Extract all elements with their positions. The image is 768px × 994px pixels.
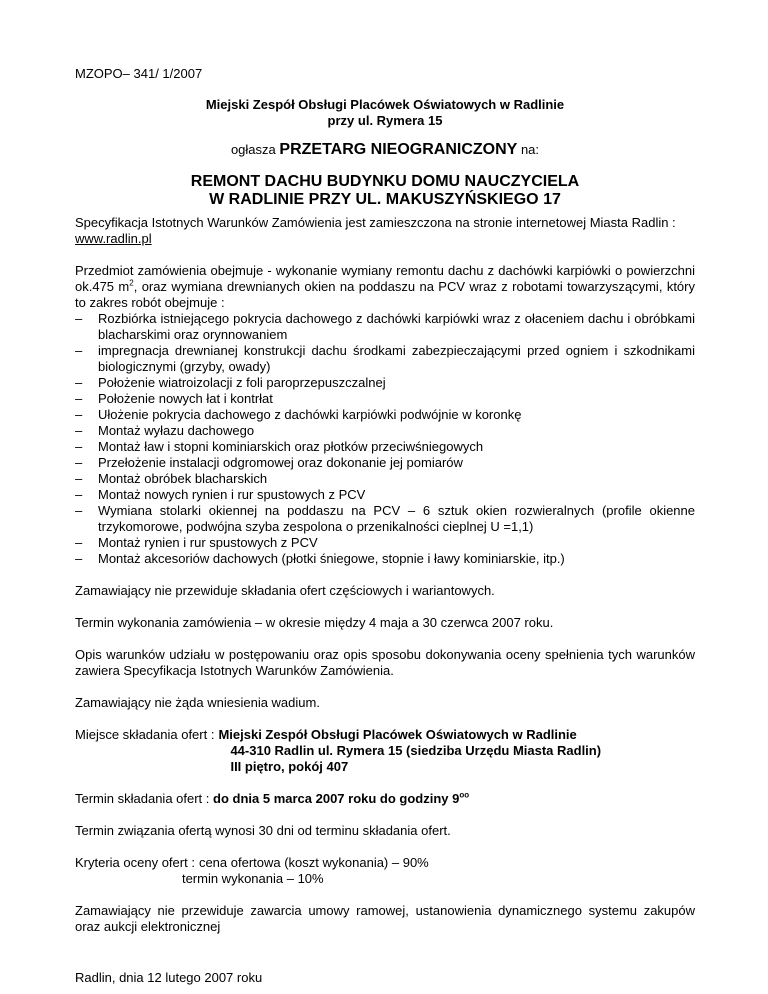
scope-item: [75, 407, 695, 423]
scope-item: [75, 551, 695, 567]
submission-deadline: [75, 791, 695, 807]
submission-place-label: Miejsce składania ofert :: [75, 727, 215, 742]
place-line: Miejski Zespół Obsługi Placówek Oświatowych w Radlinie: [218, 727, 577, 742]
criterion-item: cena ofertowa (koszt wykonania) – 90%: [198, 855, 429, 870]
scope-item-text: Ułożenie pokrycia dachowego z dachówki karpiówki podwójnie w koronkę: [98, 407, 522, 422]
dash-bullet: –: [75, 375, 83, 390]
subject-sup: 2: [129, 278, 134, 288]
siwz-paragraph: [75, 215, 695, 247]
scope-item-text: Przełożenie instalacji odgromowej oraz dokonanie jej pomiarów: [98, 455, 463, 470]
scope-item-text: Montaż wyłazu dachowego: [98, 423, 255, 438]
submission-place-address: [218, 727, 601, 775]
scope-item: [75, 487, 695, 503]
no-deposit: Zamawiający nie żąda wniesienia wadium.: [75, 695, 320, 710]
scope-item-text: Montaż obróbek blacharskich: [98, 471, 268, 486]
submission-deadline-value: do dnia 5 marca 2007 roku do godziny 9: [213, 791, 460, 806]
dash-bullet: –: [75, 471, 83, 486]
criteria-label: Kryteria oceny ofert :: [75, 855, 195, 870]
scope-item: [75, 439, 695, 455]
dash-bullet: –: [75, 391, 83, 406]
document-page: [75, 56, 695, 986]
dash-bullet: –: [75, 455, 83, 470]
completion-deadline: Termin wykonania zamówienia – w okresie między 4 maja a 30 czerwca 2007 roku.: [75, 615, 554, 630]
scope-item-text: Montaż nowych rynien i rur spustowych z PCV: [98, 487, 366, 502]
organization-name: Miejski Zespół Obsługi Placówek Oświatowych w Radlinie: [205, 97, 565, 112]
scope-item-text: Montaż akcesoriów dachowych (płotki śniegowe, stopnie i ławy kominiarskie, itp.): [98, 551, 565, 566]
criteria-values: [181, 855, 429, 887]
dash-bullet: –: [75, 343, 83, 358]
tender-title-line1: REMONT DACHU BUDYNKU DOMU NAUCZYCIELA: [190, 173, 580, 190]
submission-deadline-sup: oo: [459, 790, 470, 800]
criterion-item: termin wykonania – 10%: [181, 871, 324, 886]
tender-title: [75, 173, 695, 209]
binding-period: Termin związania ofertą wynosi 30 dni od terminu składania ofert.: [75, 823, 451, 838]
siwz-text: Specyfikacja Istotnych Warunków Zamówienia jest zamieszczona na stronie internetowej Miasta Radlin :: [75, 215, 676, 230]
participation-conditions: Opis warunków udziału w postępowaniu oraz opis sposobu dokonywania oceny spełnienia tych warunków zawiera Specyfikacja Istotnych Warunków Zamówienia.: [75, 647, 695, 678]
scope-item: [75, 503, 695, 535]
scope-item: [75, 423, 695, 439]
scope-item-text: Położenie nowych łat i kontrłat: [98, 391, 273, 406]
dash-bullet: –: [75, 423, 83, 438]
dash-bullet: –: [75, 439, 83, 454]
place-line: III piętro, pokój 407: [230, 759, 349, 774]
radlin-website-link[interactable]: www.radlin.pl: [75, 231, 152, 246]
scope-item: [75, 311, 695, 343]
dash-bullet: –: [75, 487, 83, 502]
announcement-line: [75, 142, 695, 158]
scope-item: [75, 455, 695, 471]
announce-suffix: na:: [520, 142, 540, 157]
scope-item: [75, 535, 695, 551]
scope-item: [75, 391, 695, 407]
dash-bullet: –: [75, 551, 83, 566]
organization-address: przy ul. Rymera 15: [327, 113, 443, 128]
dash-bullet: –: [75, 311, 83, 326]
reference-number: MZOPO– 341/ 1/2007: [75, 66, 203, 81]
scope-item-text: Rozbiórka istniejącego pokrycia dachowego z dachówki karpiówki wraz z ołaceniem dachu i obróbkami blacharskimi oraz orynnowaniem: [98, 311, 695, 342]
place-line: 44-310 Radlin ul. Rymera 15 (siedziba Urzędu Miasta Radlin): [230, 743, 602, 758]
scope-item-text: Wymiana stolarki okiennej na poddaszu na PCV – 6 sztuk okien rozwieralnych (profile okienne trzykomorowe, podwójna szyba zespolona o przenikalności cieplnej U =1,1): [98, 503, 695, 534]
place-and-date: Radlin, dnia 12 lutego 2007 roku: [75, 970, 263, 985]
scope-item-text: Montaż ław i stopni kominiarskich oraz płotków przeciwśniegowych: [98, 439, 484, 454]
dash-bullet: –: [75, 535, 83, 550]
subject-paragraph: [75, 263, 695, 311]
submission-place: [75, 727, 695, 775]
organization-header: [75, 97, 695, 129]
subject-text-cont: , oraz wymiana drewnianych okien na poddaszu na PCV wraz z robotami towarzyszącymi, który to zakres robót obejmuje :: [75, 279, 695, 310]
no-partial-offers: Zamawiający nie przewiduje składania ofert częściowych i wariantowych.: [75, 583, 495, 598]
scope-item-text: impregnacja drewnianej konstrukcji dachu środkami zabezpieczającymi przed ogniem i szkodnikami biologicznymi (grzyby, owady): [98, 343, 695, 374]
subject-text: Przedmiot zamówienia obejmuje - wykonanie wymiany remontu dachu z dachówki karpiówki o powierzchni ok.475 m: [75, 263, 695, 294]
scope-item-text: Położenie wiatroizolacji z foli paroprzepuszczalnej: [98, 375, 386, 390]
dash-bullet: –: [75, 503, 83, 518]
announce-prefix: ogłasza: [230, 142, 276, 157]
scope-item: [75, 471, 695, 487]
scope-list: [75, 311, 695, 567]
no-framework-agreement: Zamawiający nie przewiduje zawarcia umowy ramowej, ustanowienia dynamicznego systemu zakupów oraz aukcji elektronicznej: [75, 903, 695, 934]
tender-type: PRZETARG NIEOGRANICZONY: [279, 141, 518, 158]
submission-deadline-label: Termin składania ofert :: [75, 791, 210, 806]
scope-item: [75, 375, 695, 391]
dash-bullet: –: [75, 407, 83, 422]
evaluation-criteria: [75, 855, 695, 887]
scope-item: [75, 343, 695, 375]
scope-item-text: Montaż rynien i rur spustowych z PCV: [98, 535, 318, 550]
tender-title-line2: W RADLINIE PRZY UL. MAKUSZYŃSKIEGO 17: [209, 191, 561, 208]
